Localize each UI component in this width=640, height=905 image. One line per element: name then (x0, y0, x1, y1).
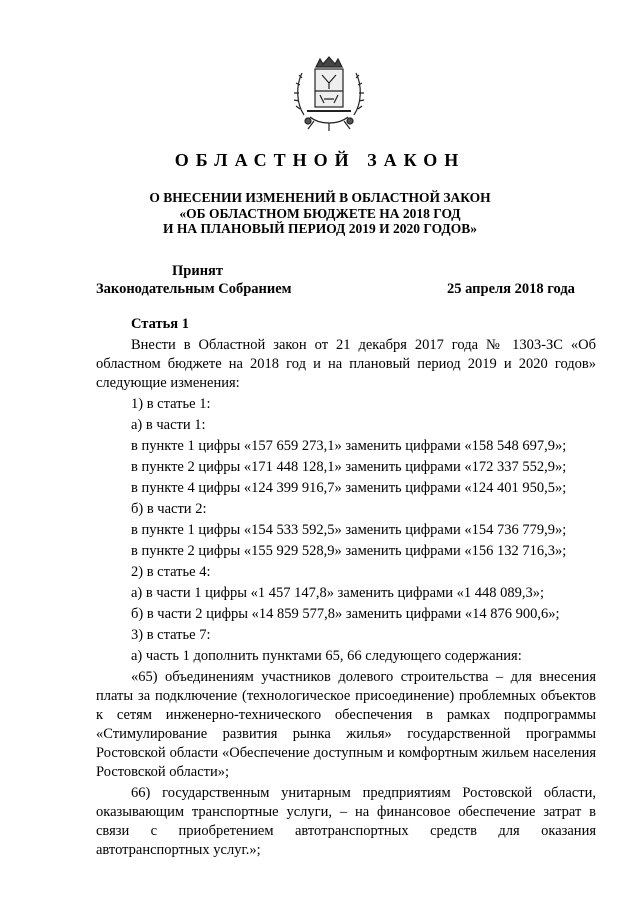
amendment-line: а) часть 1 дополнить пунктами 65, 66 следующего содержания: (131, 648, 522, 664)
amendment-line: 1) в статье 1: (131, 396, 211, 412)
article-title: Статья 1 (131, 316, 189, 332)
amendment-line: в пункте 2 цифры «155 929 528,9» заменить цифрами «156 132 716,3»; (131, 543, 567, 559)
item-66-paragraph: 66) государственным унитарным предприятиям Ростовской области, оказывающим транспортные услуги, – на финансовое обеспечение затрат в связи с приобретением автотранспортных средств для оказания автотранспортных услуг.»; (96, 785, 596, 858)
article-intro: Внести в Областной закон от 21 декабря 2017 года № 1303-ЗС «Об областном бюджете на 2018 год и на плановый период 2019 и 2020 годов» следующие изменения: (96, 337, 596, 391)
amendment-line: а) в части 1: (131, 417, 206, 433)
subtitle-line: О ВНЕСЕНИИ ИЗМЕНЕНИЙ В ОБЛАСТНОЙ ЗАКОН (149, 190, 491, 205)
amendment-line: 2) в статье 4: (131, 564, 211, 580)
amendment-line: б) в части 2 цифры «14 859 577,8» заменить цифрами «14 876 900,6»; (131, 606, 560, 622)
amendment-line: 3) в статье 7: (131, 627, 211, 643)
item-65-paragraph: «65) объединениям участников долевого строительства – для внесения платы за подключение (технологическое присоединение) проблемных объектов к сетям инженерно-технического обеспечения в рамках подпрограммы «Стимулирование развития рынка жилья» государственной программы Ростовской области «Обеспечение доступным и комфортным жильем населения Ростовской области»; (96, 669, 596, 780)
amendment-line: б) в части 2: (131, 501, 207, 517)
adopted-label: Принят (172, 263, 224, 279)
adopted-by-label: Законодательным Собранием (96, 281, 292, 297)
coat-of-arms-emblem (292, 55, 366, 133)
article-body (96, 336, 596, 860)
amendment-line: в пункте 1 цифры «154 533 592,5» заменить цифрами «154 736 779,9»; (131, 522, 567, 538)
document-type-title: ОБЛАСТНОЙ ЗАКОН (174, 150, 466, 170)
amendment-line: в пункте 1 цифры «157 659 273,1» заменить цифрами «158 548 697,9»; (131, 438, 567, 454)
adoption-date: 25 апреля 2018 года (447, 281, 575, 297)
law-subtitle (0, 190, 640, 237)
subtitle-line: «ОБ ОБЛАСТНОМ БЮДЖЕТЕ НА 2018 ГОД (179, 205, 461, 221)
amendment-line: в пункте 2 цифры «171 448 128,1» заменить цифрами «172 337 552,9»; (131, 459, 567, 475)
amendment-line: в пункте 4 цифры «124 399 916,7» заменить цифрами «124 401 950,5»; (131, 480, 567, 496)
amendment-line: а) в части 1 цифры «1 457 147,8» заменить цифрами «1 448 089,3»; (131, 585, 545, 601)
subtitle-line: И НА ПЛАНОВЫЙ ПЕРИОД 2019 И 2020 ГОДОВ» (163, 221, 477, 236)
